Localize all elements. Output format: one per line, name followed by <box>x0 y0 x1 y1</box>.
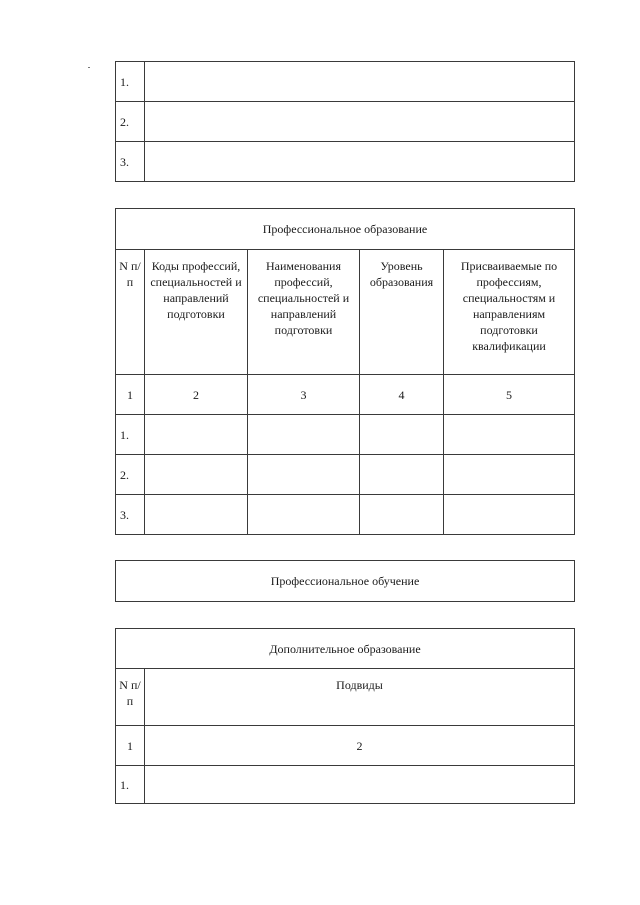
col-index: 2 <box>145 726 575 766</box>
additional-education-table <box>115 628 575 804</box>
table-title-row <box>116 629 575 669</box>
row-number: 1. <box>116 415 145 455</box>
col-index: 1 <box>116 726 145 766</box>
table-title-row <box>116 561 575 602</box>
professional-education-table <box>115 208 575 535</box>
column-index-row <box>116 375 575 415</box>
table-title: Дополнительное образование <box>116 629 575 669</box>
cell <box>248 415 360 455</box>
col-header-qualifications: Присваиваемые по профессиям, специальностям и направлениям подготовки квалификации <box>444 250 575 375</box>
col-header-codes: Коды профессий, специальностей и направлений подготовки <box>145 250 248 375</box>
row-number: 2. <box>116 455 145 495</box>
column-header-row <box>116 250 575 375</box>
table-title-row <box>116 209 575 250</box>
row-content-cell <box>145 142 575 182</box>
table-row <box>116 766 575 804</box>
cell <box>248 495 360 535</box>
col-index: 2 <box>145 375 248 415</box>
col-header-number: N п/п <box>116 669 145 726</box>
professional-training-table <box>115 560 575 602</box>
table-title: Профессиональное образование <box>116 209 575 250</box>
column-index-row <box>116 726 575 766</box>
table-row <box>116 415 575 455</box>
row-number: 3. <box>116 142 145 182</box>
table-row <box>116 102 575 142</box>
cell <box>145 766 575 804</box>
cell <box>248 455 360 495</box>
table-title: Профессиональное обучение <box>116 561 575 602</box>
row-number: 3. <box>116 495 145 535</box>
row-number: 1. <box>116 62 145 102</box>
cell <box>444 495 575 535</box>
cell <box>360 455 444 495</box>
col-index: 1 <box>116 375 145 415</box>
continuation-table <box>115 61 575 182</box>
cell <box>145 415 248 455</box>
row-content-cell <box>145 62 575 102</box>
table-row <box>116 142 575 182</box>
col-header-subtypes: Подвиды <box>145 669 575 726</box>
column-header-row <box>116 669 575 726</box>
table-row <box>116 62 575 102</box>
cell <box>145 495 248 535</box>
scan-artifact <box>88 67 90 68</box>
row-number: 1. <box>116 766 145 804</box>
cell <box>444 415 575 455</box>
cell <box>444 455 575 495</box>
col-header-names: Наименования профессий, специальностей и направлений подготовки <box>248 250 360 375</box>
cell <box>360 415 444 455</box>
table-row <box>116 495 575 535</box>
col-index: 5 <box>444 375 575 415</box>
cell <box>145 455 248 495</box>
col-index: 3 <box>248 375 360 415</box>
cell <box>360 495 444 535</box>
row-content-cell <box>145 102 575 142</box>
table-row <box>116 455 575 495</box>
col-header-level: Уровень образования <box>360 250 444 375</box>
col-header-number: N п/п <box>116 250 145 375</box>
row-number: 2. <box>116 102 145 142</box>
col-index: 4 <box>360 375 444 415</box>
